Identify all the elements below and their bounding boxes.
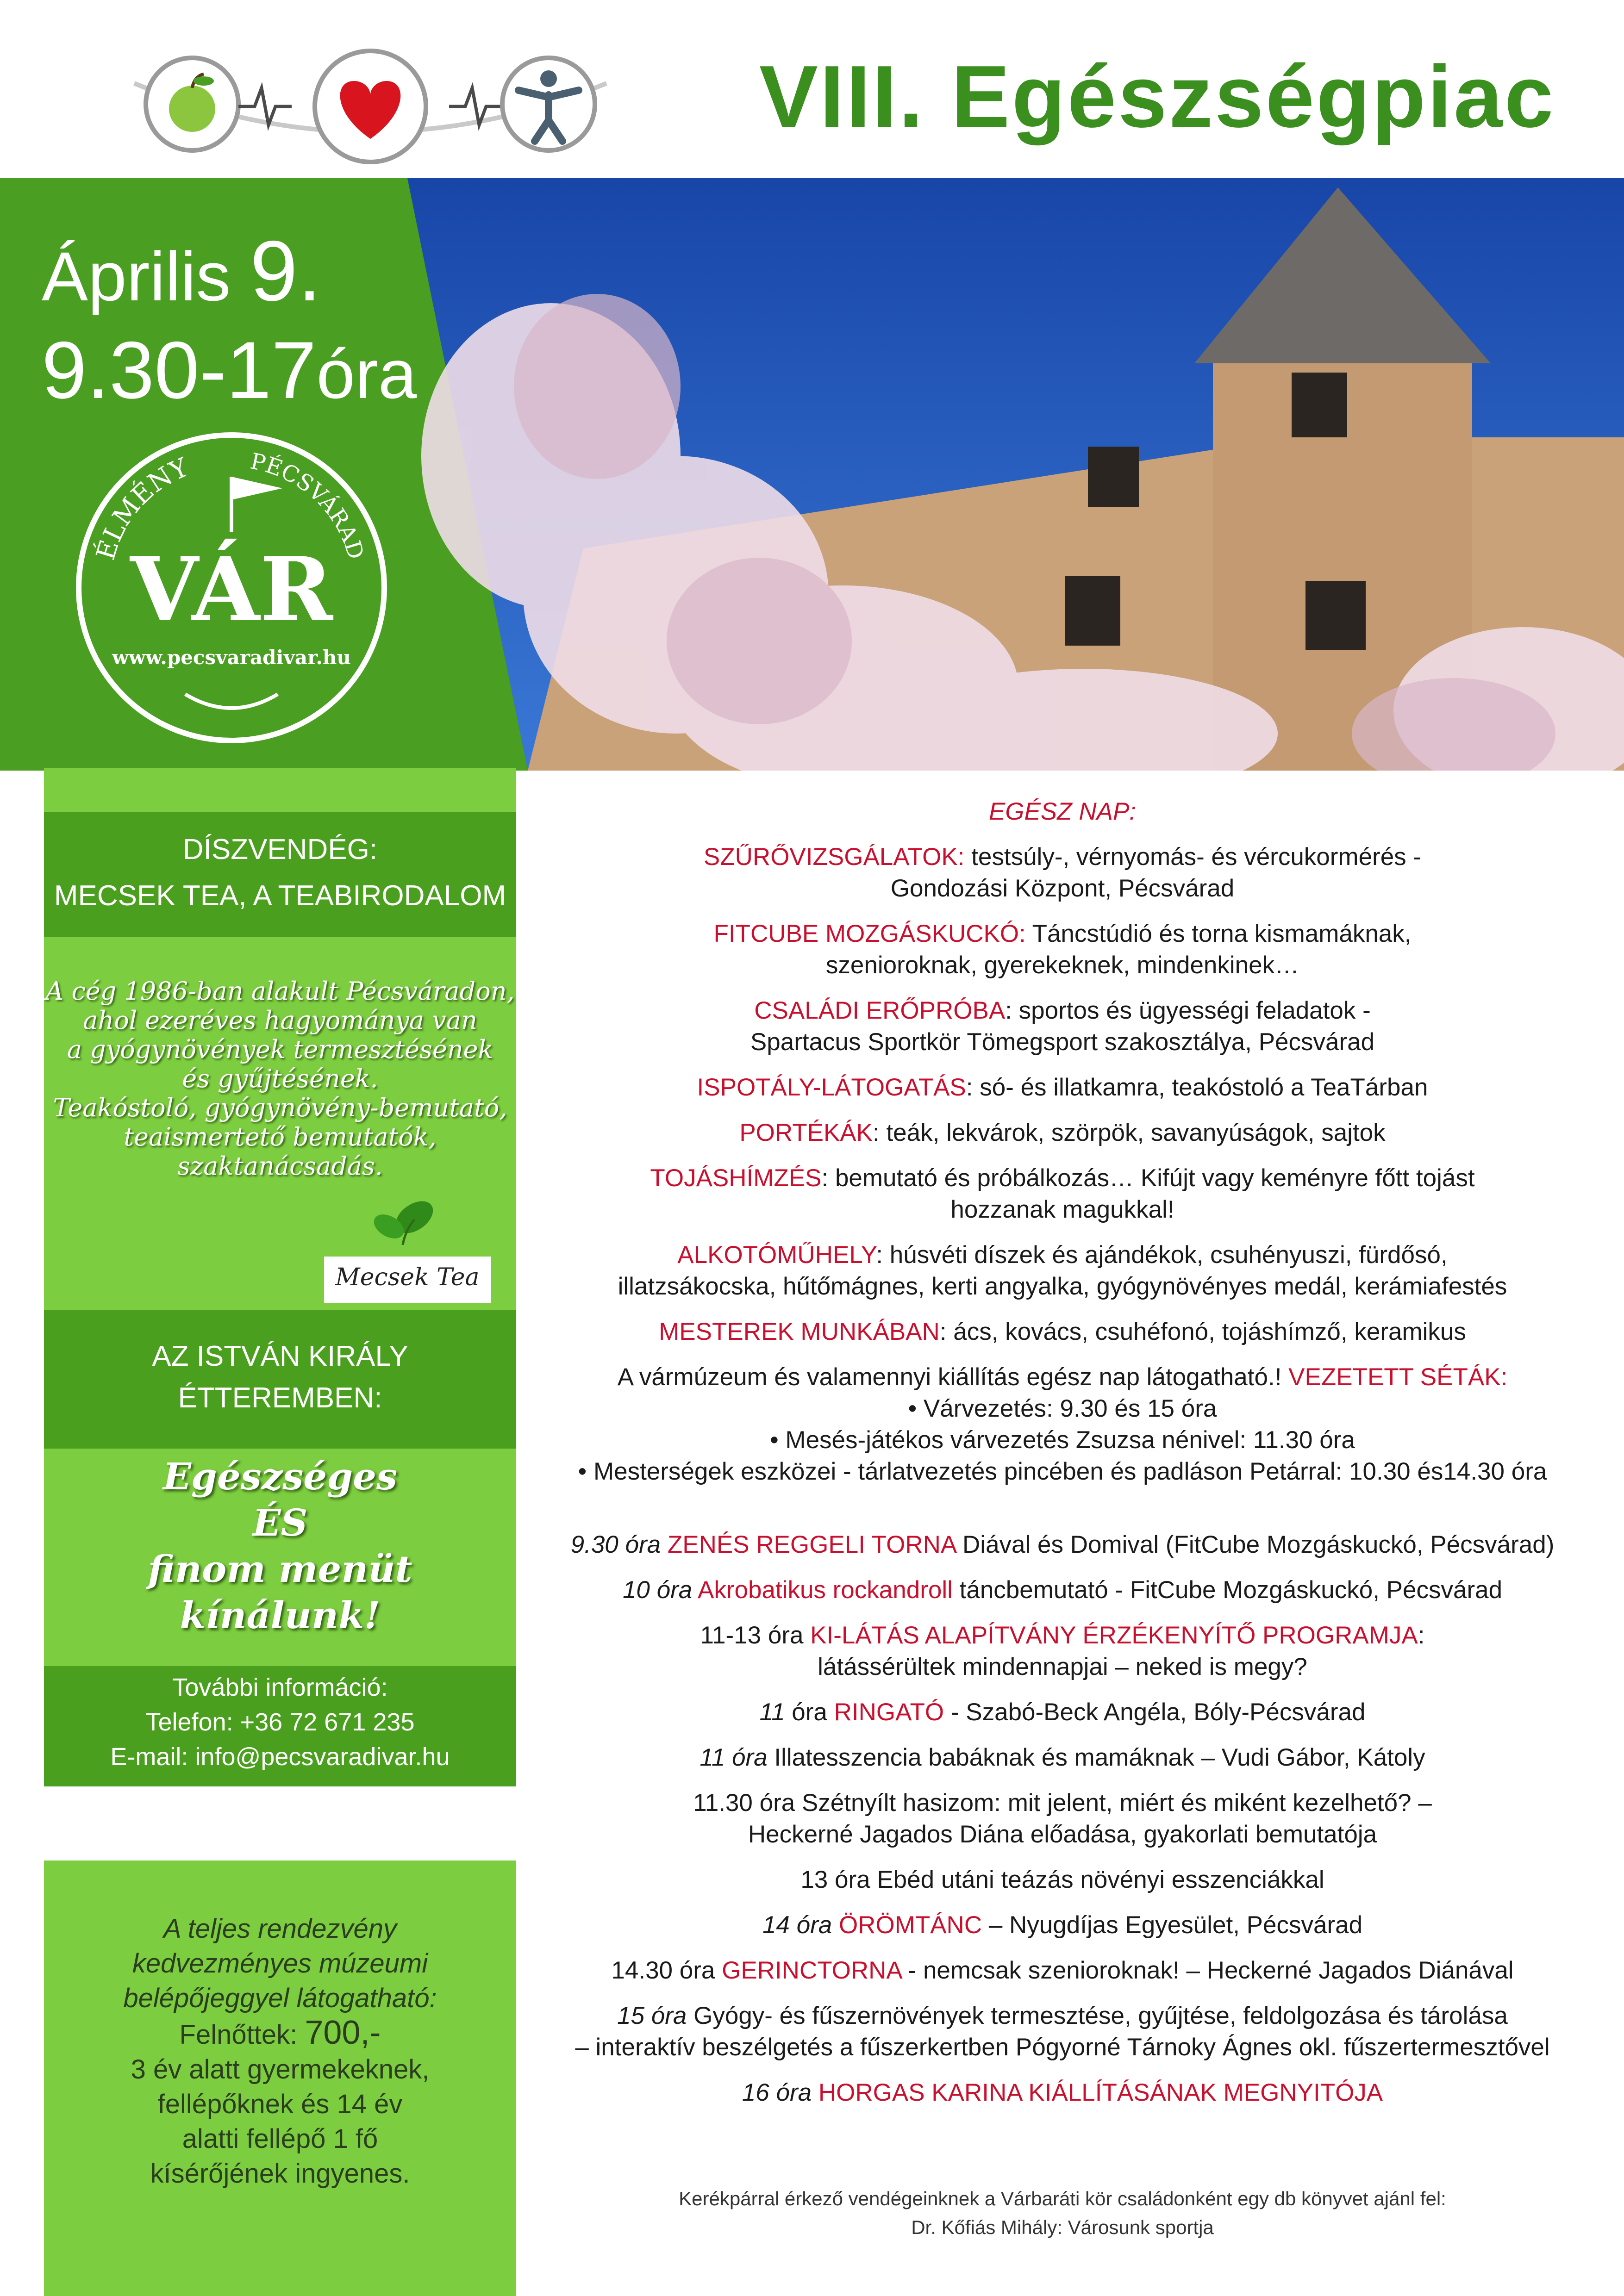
all-day-heading: EGÉSZ NAP: — [988, 798, 1137, 825]
adult-price: 700,- — [305, 2014, 381, 2051]
program-item: ALKOTÓMŰHELY: húsvéti díszek és ajándékok, csuhényuszi, fürdősó, illatzsákocska, hűtőmágnes, kerti angyalka, gyógynövényes medál, kerámiafestés — [618, 1241, 1507, 1300]
timed-item: 14.30 óra GERINCTORNA - nemcsak szenioroknak! – Heckerné Jagados Diánával — [611, 1957, 1514, 1984]
timed-item: 16 óra HORGAS KARINA KIÁLLÍTÁSÁNAK MEGNYITÓJA — [742, 2079, 1383, 2106]
event-title: VIII. Egészségpiac — [759, 48, 1555, 146]
timed-item: 9.30 óra ZENÉS REGGELI TORNA Diával és Domival (FitCube Mozgáskuckó, Pécsvárad) — [570, 1531, 1555, 1558]
var-logo — [69, 426, 394, 750]
castle-photo — [389, 178, 1624, 771]
apple-icon — [146, 58, 238, 150]
timed-item: 14 óra ÖRÖMTÁNC – Nyugdíjas Egyesület, Pécsvárad — [762, 1911, 1363, 1939]
logo-text-pecsvarad: PÉCSVÁRAD — [248, 448, 369, 562]
program-item: CSALÁDI ERŐPRÓBA: sportos és ügyességi feladatok - Spartacus Sportkör Tömegsport szakosztálya, Pécsvárad — [750, 997, 1375, 1056]
event-date — [42, 222, 321, 320]
timed-item: 10 óra Akrobatikus rockandroll táncbemutató - FitCube Mozgáskuckó, Pécsvárad — [622, 1576, 1503, 1604]
program-item: ISPOTÁLY-LÁTOGATÁS: só- és illatkamra, teakóstoló a TeaTárban — [697, 1074, 1428, 1101]
info-email: E-mail: info@pecsvaradivar.hu — [110, 1743, 450, 1771]
program-item: PORTÉKÁK: teák, lekvárok, szörpök, savanyúságok, sajtok — [739, 1119, 1386, 1146]
restaurant-title: AZ ISTVÁN KIRÁLY — [152, 1340, 408, 1372]
menu-slogan: Egészséges ÉS finom menüt kínálunk! — [148, 1455, 412, 1637]
timed-item: 11 óra RINGATÓ - Szabó-Beck Angéla, Bóly-Pécsvárad — [759, 1699, 1366, 1726]
logo-text-elmeny: ÉLMÉNY — [90, 452, 193, 564]
museum-info: A vármúzeum és valamennyi kiállítás egész nap látogatható.! VEZETETT SÉTÁK: • Várvezetés: 9.30 és 15 óra • Mesés-játékos várvezetés Zsuzsa nénivel: 11.30 óra • Mesterségek eszközei - tárlatvezetés pincében és padláson Petárral: 10.30 és14.30 óra — [578, 1363, 1547, 1485]
time-range: 9.30-17 — [42, 325, 317, 416]
guest-label: DÍSZVENDÉG: — [182, 834, 378, 865]
date-month: Április — [42, 237, 231, 315]
program-list — [532, 796, 1593, 2122]
program-item: FITCUBE MOZGÁSKUCKÓ: Táncstúdió és torna kismamáknak, szenioroknak, gyerekeknek, mindenkinek… — [713, 920, 1412, 979]
guest-description: A cég 1986-ban alakult Pécsváradon, ahol ezeréves hagyománya van a gyógynövények termesztésének és gyűjtésének. Teakóstoló, gyógynövény-bemutató, teaismertető bemutatók, szaktanácsadás. — [45, 977, 515, 1181]
timed-item: 15 óra Gyógy- és fűszernövények termesztése, gyűjtése, feldolgozása és tárolása – interaktív beszélgetés a fűszerkertben Pógyorné Tárnoky Ágnes okl. fűszertermesztővel — [575, 2002, 1550, 2061]
timed-item: 11.30 óra Szétnyílt hasizom: mit jelent, miért és miként kezelhető? – Heckerné Jagados Diána előadása, gyakorlati bemutatója — [693, 1789, 1432, 1848]
guest-header-box — [44, 812, 516, 937]
footnote: Kerékpárral érkező vendégeinknek a Várbaráti kör családonként egy db könyvet ajánl fel: Dr. Kőfiás Mihály: Városunk sportja — [679, 2188, 1446, 2238]
timed-item: 11 óra Illatesszencia babáknak és mamáknak – Vudi Gábor, Kátoly — [700, 1744, 1425, 1771]
date-day: 9. — [250, 224, 322, 319]
health-logo-strip — [116, 28, 625, 180]
program-item: TOJÁSHÍMZÉS: bemutató és próbálkozás… Kifújt vagy keményre főtt tojást hozzanak magukkal! — [650, 1164, 1475, 1223]
timed-item: 13 óra Ebéd utáni teázás növényi esszenciákkal — [800, 1866, 1324, 1893]
program-item: MESTEREK MUNKÁBAN: ács, kovács, csuhéfonó, tojáshímző, keramikus — [659, 1318, 1466, 1345]
tea-logo-text: Mecsek Tea — [335, 1263, 480, 1291]
time-unit: óra — [316, 335, 417, 413]
timed-item: 11-13 óra KI-LÁTÁS ALAPÍTVÁNY ÉRZÉKENYÍTŐ PROGRAMJA: látássérültek mindennapjai – neked is megy? — [700, 1622, 1425, 1680]
info-phone: Telefon: +36 72 671 235 — [145, 1708, 415, 1736]
program-item: SZŰRŐVIZSGÁLATOK: testsúly-, vérnyomás- és vércukormérés - Gondozási Központ, Pécsvárad — [703, 843, 1422, 902]
restaurant-header-box — [44, 1310, 516, 1449]
event-time — [42, 324, 417, 417]
info-title: További információ: — [172, 1674, 388, 1701]
heart-icon — [315, 51, 426, 162]
logo-var-name: VÁR — [130, 538, 333, 641]
restaurant-subtitle: ÉTTEREMBEN: — [178, 1382, 382, 1414]
guest-name: MECSEK TEA, A TEABIRODALOM — [54, 880, 506, 912]
ticket-info: A teljes rendezvény kedvezményes múzeumi belépőjeggyel látogatható: Felnőttek: 700,- 3 év alatt gyermekeknek, fellépőknek és 14 év alatti fellépő 1 fő kísérőjének ingyenes. — [123, 1914, 437, 2189]
logo-url: www.pecsvaradivar.hu — [112, 646, 351, 669]
person-icon — [502, 58, 595, 150]
